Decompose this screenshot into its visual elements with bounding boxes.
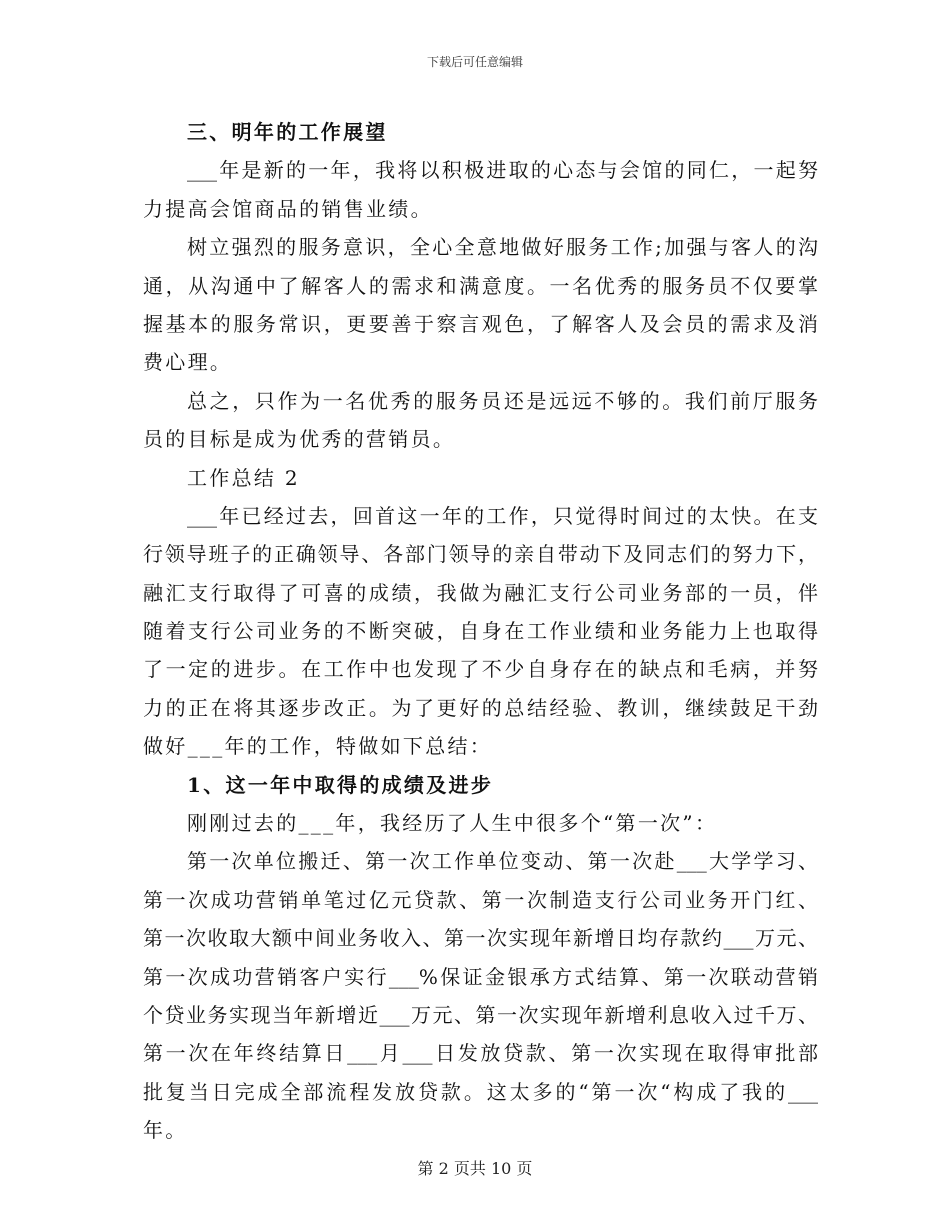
text-line: 第一次单位搬迁、第一次工作单位变动、第一次赴___大学学习、 (187, 849, 818, 874)
text-line: 了一定的进步。在工作中也发现了不少自身存在的缺点和毛病，并努 (143, 657, 818, 682)
text-line: 力的正在将其逐步改正。为了更好的总结经验、教训，继续鼓足干劲 (143, 695, 818, 720)
section-heading: 三、明年的工作展望 (187, 120, 388, 144)
text-line: 年。 (143, 1118, 188, 1143)
text-line: 握基本的服务常识，更要善于察言观色，了解客人及会员的需求及消 (143, 311, 818, 336)
text-line: 总之，只作为一名优秀的服务员还是远远不够的。我们前厅服务 (187, 388, 818, 413)
text-line: ___年是新的一年，我将以积极进取的心态与会馆的同仁，一起努 (187, 158, 818, 183)
text-line: 费心理。 (143, 350, 233, 375)
text-line: 行领导班子的正确领导、各部门领导的亲自带动下及同志们的努力下， (143, 542, 818, 567)
text-line: 员的目标是成为优秀的营销员。 (143, 427, 456, 452)
page-header: 下载后可任意编辑 (426, 55, 523, 69)
text-line: 通，从沟通中了解客人的需求和满意度。一名优秀的服务员不仅要掌 (143, 273, 818, 298)
text-line: 批复当日完成全部流程发放贷款。这太多的“第一次“构成了我的___ (143, 1079, 818, 1104)
text-line: 刚刚过去的___年，我经历了人生中很多个“第一次”： (187, 811, 718, 836)
text-line: 力提高会馆商品的销售业绩。 (143, 196, 433, 221)
text-line: 工作总结 2 (187, 465, 300, 490)
document-body (143, 113, 818, 1150)
text-line: 第一次成功营销客户实行___%保证金银承方式结算、第一次联动营销 (143, 964, 818, 989)
text-line: 融汇支行取得了可喜的成绩，我做为融汇支行公司业务部的一员，伴 (143, 580, 818, 605)
text-line: 做好___年的工作，特做如下总结： (143, 734, 493, 759)
text-line: ___年已经过去，回首这一年的工作，只觉得时间过的太快。在支 (187, 503, 818, 528)
text-line: 树立强烈的服务意识，全心全意地做好服务工作;加强与客人的沟 (187, 235, 818, 260)
text-line: 个贷业务实现当年新增近___万元、第一次实现年新增利息收入过千万、 (143, 1002, 818, 1027)
section-heading: 1、这一年中取得的成绩及进步 (187, 772, 494, 797)
text-line: 第一次在年终结算日___月___日发放贷款、第一次实现在取得审批部 (143, 1041, 818, 1066)
text-line: 随着支行公司业务的不断突破，自身在工作业绩和业务能力上也取得 (143, 619, 818, 644)
text-line: 第一次收取大额中间业务收入、第一次实现年新增日均存款约___万元、 (143, 926, 818, 951)
page-footer: 第 2 页共 10 页 (417, 1159, 533, 1178)
text-line: 第一次成功营销单笔过亿元贷款、第一次制造支行公司业务开门红、 (143, 887, 818, 912)
